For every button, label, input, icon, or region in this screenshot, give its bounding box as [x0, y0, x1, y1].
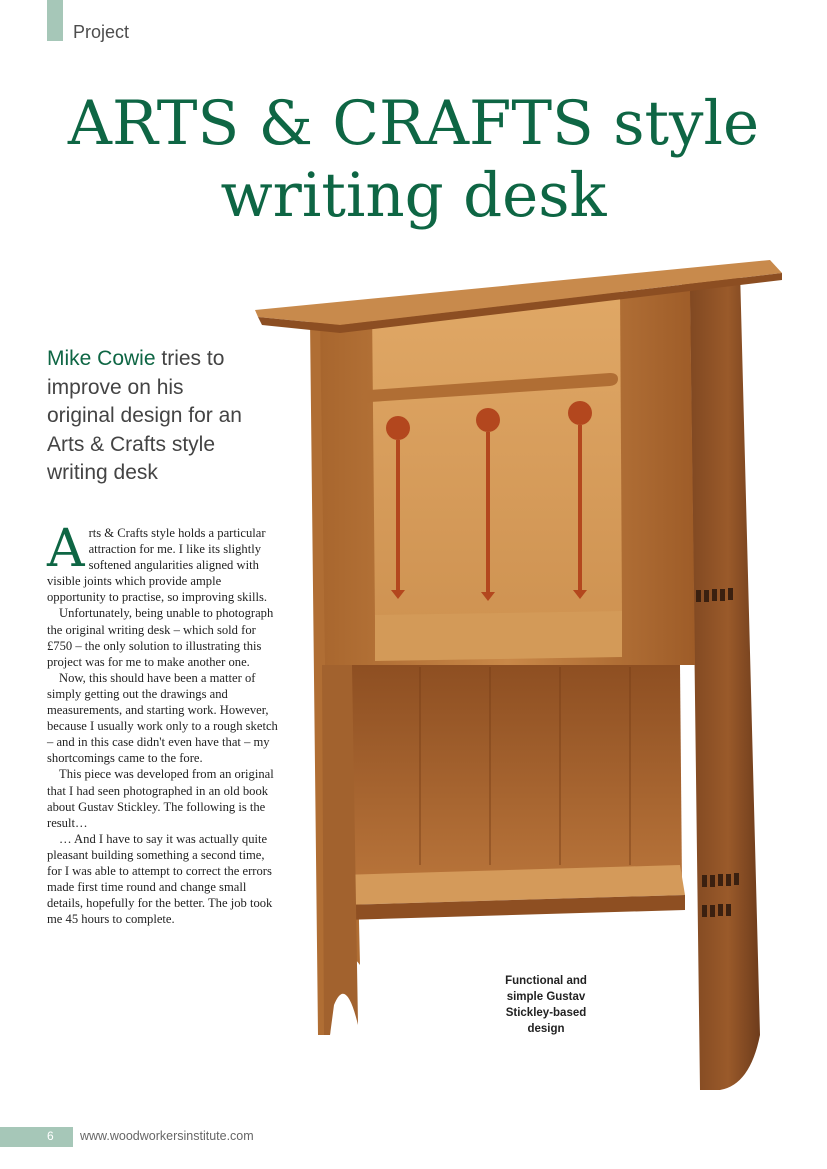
- article-paragraph: This piece was developed from an original that I had seen photographed in an old book about Gustav Stickley. The following is the result…: [47, 767, 274, 830]
- footer-url[interactable]: www.woodworkersinstitute.com: [80, 1129, 254, 1143]
- section-label: Project: [73, 22, 130, 42]
- article-title: [0, 88, 827, 232]
- title-line-2: writing desk: [220, 160, 607, 231]
- article-paragraph: Arts & Crafts style holds a particular attraction for me. I like its slightly softened angularities aligned with visible joints which provide ample opportunity to practise, so improving skills.: [47, 519, 268, 605]
- author-name: Mike Cowie: [47, 347, 156, 370]
- article-body: [47, 519, 279, 927]
- article-paragraph: … And I have to say it was actually quite pleasant building something a second time, for I was able to attempt to correct the errors made first time round and change small details, hopefully for the better. The job took me 45 hours to complete.: [47, 831, 273, 927]
- title-line-1: ARTS & CRAFTS style: [67, 88, 760, 159]
- drop-cap: A: [47, 519, 85, 579]
- photo-caption: Functional and simple Gustav Stickley-based design: [505, 975, 587, 1035]
- footer-tab: [0, 1127, 73, 1147]
- article-paragraph: Unfortunately, being unable to photograph the original writing desk – which sold for £750 – the only solution to illustrating this project was for me to make another one.: [47, 606, 274, 669]
- standfirst-text: tries to improve on his original design for an Arts & Crafts style writing desk: [47, 347, 242, 484]
- standfirst: [47, 345, 247, 488]
- section-tab-marker: [47, 0, 63, 41]
- article-paragraph: Now, this should have been a matter of simply getting out the drawings and measurements, and starting work. However, because I usually work only to a rough sketch – and in this case didn't even have that – my shortcomings came to the fore.: [47, 670, 278, 766]
- page-number: 6: [47, 1129, 54, 1143]
